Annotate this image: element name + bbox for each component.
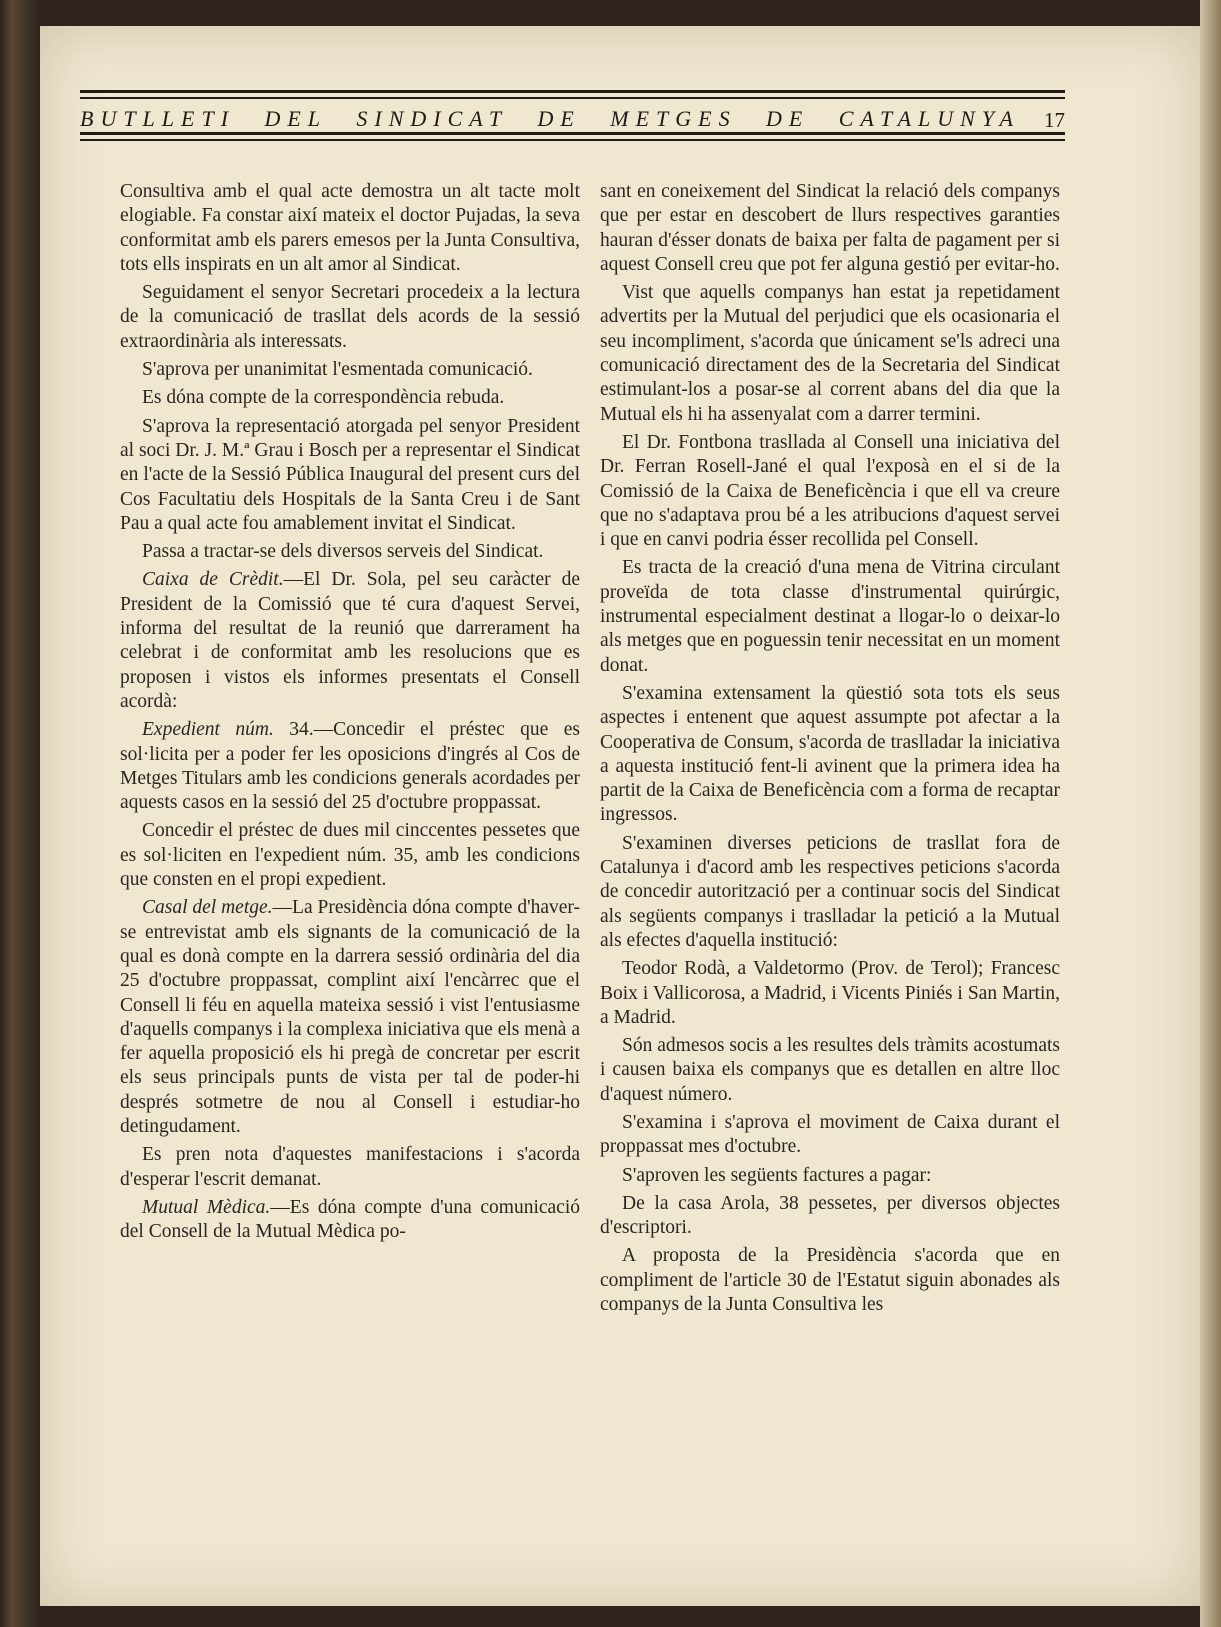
paragraph — [120, 386, 580, 410]
paragraph — [600, 180, 1060, 277]
header-rule-top-thin — [80, 97, 1065, 99]
title-word: DE — [537, 106, 581, 131]
right-text-column — [600, 180, 1060, 1321]
title-word: CATALUNYA — [838, 106, 1020, 131]
title-word: METGES — [610, 106, 737, 131]
section-lead: Caixa de Crèdit. — [142, 569, 284, 591]
paragraph-text: De la casa Arola, 38 pessetes, per diversos objectes d'escriptori. — [600, 1192, 1060, 1239]
section-lead: Expedient núm. — [142, 719, 274, 741]
paragraph-text: —Es dóna compte d'una comunicació del Consell de la Mutual Mèdica po- — [120, 1196, 580, 1243]
paragraph-text: Són admesos socis a les resultes dels tràmits acostumats i causen baixa els companys que es detallen en altre lloc d'aquest número. — [600, 1035, 1060, 1105]
paragraph — [600, 1244, 1060, 1317]
paragraph-text: Es pren nota d'aquestes manifestacions i s'acorda d'esperar l'escrit demanat. — [120, 1144, 580, 1190]
paragraph — [120, 568, 580, 714]
paragraph-text: Es dóna compte de la correspondència rebuda. — [142, 387, 505, 409]
paragraph-text: S'examina extensament la qüestió sota tots els seus aspectes i entenent que aquest assumpte pot afectar a la Cooperativa de Consum, s'acorda de traslladar la iniciativa a aquesta institució fent-li avinent que la primera idea ha partit de la Caixa de Beneficència com a forma de recaptar ingressos. — [600, 682, 1060, 826]
paragraph-text: A proposta de la Presidència s'acorda que en compliment de l'article 30 de l'Estatut siguin abonades als companys de la Junta Consultiva les — [600, 1245, 1060, 1316]
paragraph — [600, 281, 1060, 427]
paragraph-text: Concedir el préstec de dues mil cinccentes pessetes que es sol·liciten en l'expedient núm. 35, amb les condicions que consten en el propi expedient. — [120, 820, 580, 891]
paragraph-text: S'aproven les següents factures a pagar: — [622, 1164, 932, 1186]
paragraph — [120, 896, 580, 1139]
paragraph-text: Consultiva amb el qual acte demostra un alt tacte molt elogiable. Fa constar així mateix el doctor Pujadas, la seva conformitat amb els parers emesos per la Junta Consultiva, tots ells inspirats en un alt amor al Sindicat. — [120, 181, 580, 275]
paragraph-text: —El Dr. Sola, pel seu caràcter de President de la Comissió que té cura d'aquest Servei, informa del resultat de la reunió que darrerament ha celebrat i de conformitat amb les resolucions que es proposen i vistos els informes presentats el Consell acordà: — [120, 569, 580, 712]
paragraph — [600, 682, 1060, 828]
paragraph — [120, 415, 580, 536]
paragraph-text: Teodor Rodà, a Valdetormo (Prov. de Terol); Francesc Boix i Vallicorosa, a Madrid, i Vicents Piniés i San Martin, a Madrid. — [600, 958, 1060, 1028]
paragraph — [120, 180, 580, 277]
title-word: SINDICAT — [356, 106, 509, 131]
paragraph — [120, 1143, 580, 1192]
paragraph-text: 34.—Concedir el préstec que es sol·licita per a poder fer les oposicions d'ingrés al Cos de Metges Titulars amb les condicions generals acordades per aquests casos en la sessió del 25 d'octubre proppassat. — [120, 719, 580, 814]
paragraph — [600, 1192, 1060, 1241]
paragraph — [120, 819, 580, 892]
section-lead: Casal del metge. — [142, 897, 273, 919]
paragraph — [600, 556, 1060, 677]
header-rule-bottom-thick — [80, 132, 1065, 135]
paragraph — [120, 281, 580, 354]
paragraph-text: S'aprova la representació atorgada pel senyor President al soci Dr. J. M.ª Grau i Bosch per a representar el Sindicat en l'acte de la Sessió Pública Inaugural del present curs del Cos Facultatiu dels Hospitals de la Santa Creu i de Sant Pau a qual acte fou amablement invitat el Sindicat. — [120, 415, 580, 534]
paragraph — [600, 431, 1060, 552]
paragraph-text: S'aprova per unanimitat l'esmentada comunicació. — [142, 359, 533, 381]
paragraph-text: sant en coneixement del Sindicat la relació dels companys que per estar en descobert de llurs respectives garanties hauran d'ésser donats de baixa per falta de pagament per si aquest Consell creu que pot fer alguna gestió per evitar-ho. — [600, 181, 1060, 275]
paragraph-text: Seguidament el senyor Secretari procedeix a la lectura de la comunicació de trasllat dels acords de la sessió extraordinària als interessats. — [120, 282, 580, 352]
paragraph — [120, 358, 580, 382]
paragraph — [600, 1034, 1060, 1107]
paragraph — [600, 832, 1060, 953]
header-rule-top-thick — [80, 90, 1065, 93]
paragraph-text: Passa a tractar-se dels diversos serveis del Sindicat. — [142, 541, 544, 563]
section-lead: Mutual Mèdica. — [142, 1196, 271, 1218]
running-header — [80, 66, 1065, 148]
journal-title — [80, 106, 1020, 132]
paragraph — [120, 540, 580, 564]
paragraph — [600, 1111, 1060, 1160]
title-word: BUTLLETI — [80, 106, 236, 131]
header-rule-bottom-thin — [80, 139, 1065, 141]
paragraph-text: S'examina i s'aprova el moviment de Caixa durant el proppassat mes d'octubre. — [600, 1111, 1060, 1158]
page-number: 17 — [1044, 108, 1065, 132]
paragraph-text: Vist que aquells companys han estat ja repetidament advertits per la Mutual del perjudici que els ocasionaria el seu incompliment, s'acorda que únicament se'ls adreci una comunicació directament des de la Secretaria del Sindicat estimulant-los a posar-se al corrent abans del dia que la Mutual els hi ha assenyalat com a darrer termini. — [600, 282, 1060, 425]
paragraph — [600, 1164, 1060, 1188]
paragraph-text: —La Presidència dóna compte d'haver-se entrevistat amb els signants de la comunicació de la qual es donà compte en la darrera sessió ordinària del dia 25 d'octubre proppassat, complint així l'encàrrec que el Consell li féu en aquella mateixa sessió i vist l'entusiasme d'aquells companys i la complexa iniciativa que els menà a fer aquella proposició els hi pregà de concretar per escrit els seus principals punts de vista per tal de poder-hi després sotmetre de nou al Consell i estudiar-ho detingudament. — [120, 897, 580, 1137]
paragraph — [120, 1196, 580, 1245]
paragraph-text: El Dr. Fontbona trasllada al Consell una iniciativa del Dr. Ferran Rosell-Jané el qual l'exposà en el si de la Comissió de la Caixa de Beneficència i que ell va creure que no s'adaptava prou bé a les atribucions d'aquest servei i que en canvi podria ésser recollida pel Consell. — [600, 431, 1060, 551]
title-word: DEL — [264, 106, 327, 131]
paragraph-text: S'examinen diverses peticions de trasllat fora de Catalunya i d'acord amb les respectives peticions s'acorda de concedir autorització per a continuar socis del Sindicat als següents companys i traslladar la petició a la Mutual als efectes d'aquella institució: — [600, 832, 1060, 951]
paragraph — [600, 957, 1060, 1030]
paragraph — [120, 718, 580, 815]
left-text-column — [120, 180, 580, 1248]
title-word: DE — [765, 106, 810, 131]
paragraph-text: Es tracta de la creació d'una mena de Vitrina circulant proveïda de tota classe d'instrumental quirúrgic, instrumental especialment destinat a llogar-lo o deixar-lo als metges que en poguessin tenir necessitat en un moment donat. — [600, 557, 1060, 676]
page-edge — [1200, 0, 1221, 1627]
